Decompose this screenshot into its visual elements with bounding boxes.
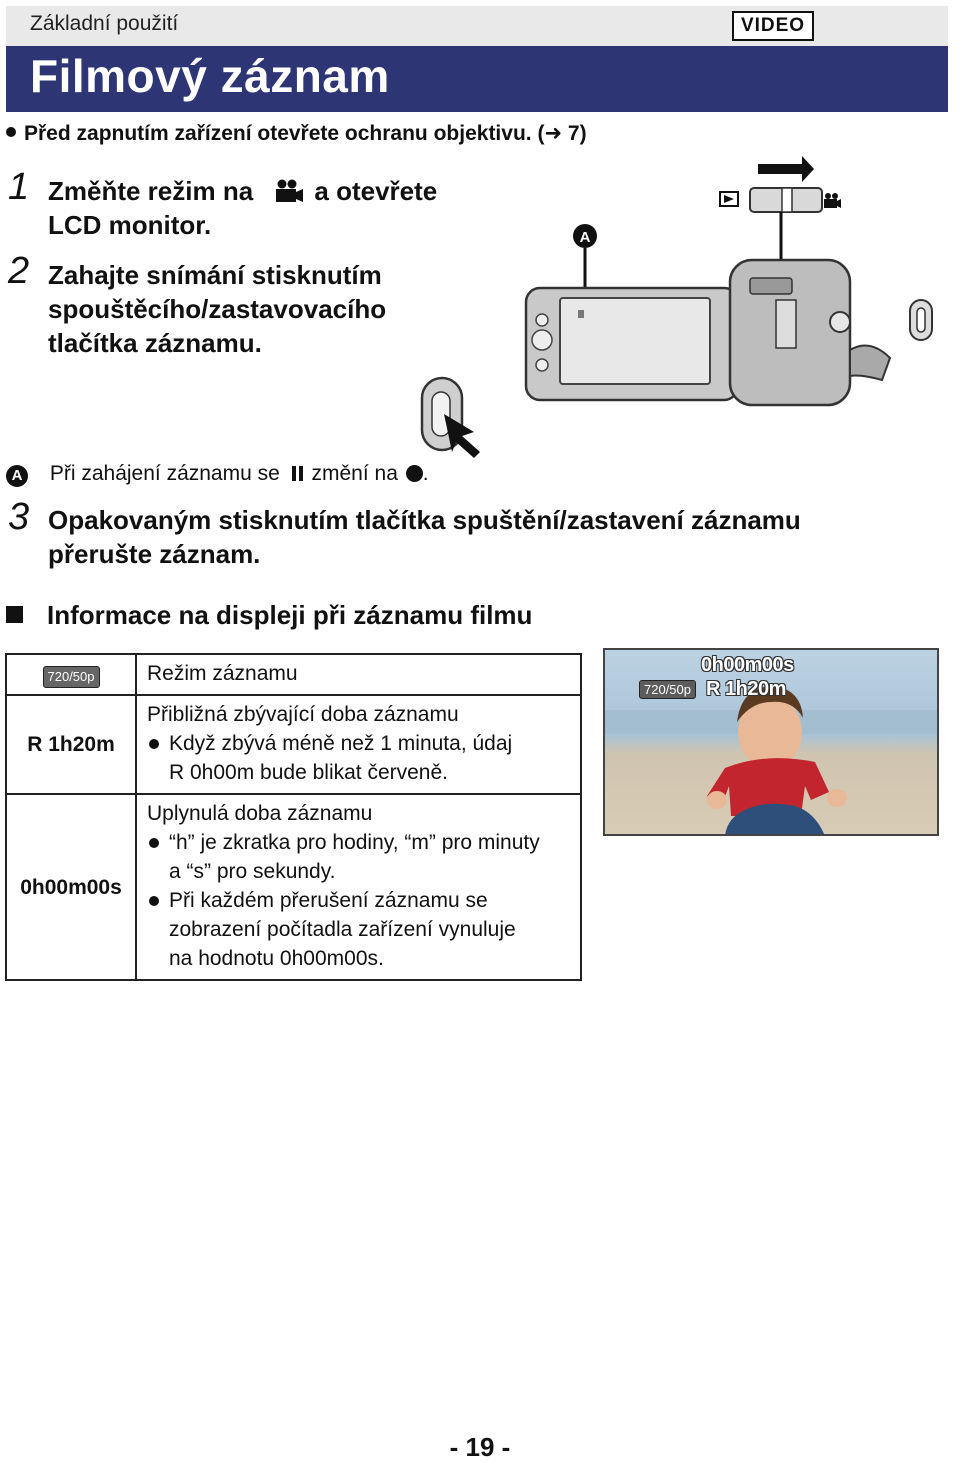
bullet-icon [149,739,159,749]
elapsed-time-overlay: 0h00m00s [701,654,794,676]
arrow-right-icon [758,156,814,182]
info-heading: Informace na displeji při záznamu filmu [6,600,532,631]
camcorder-illustration [410,150,950,460]
step-1-text: Změňte režim na a otevřete LCD monitor. [48,176,438,240]
table-row: 0h00m00s Uplynulá doba záznamu “h” je zkratka pro hodiny, “m” pro minuty a “s” pro sekundy. Při každém přerušení záznamu se zobrazení počítadla zařízení vynuluje na hodnotu 0h00m00s. [6,794,581,980]
record-dot-icon [406,465,423,482]
step-number: 2 [8,250,30,292]
remaining-time-key: R 1h20m [6,695,136,794]
display-info-table [5,653,582,981]
elapsed-time-key: 0h00m00s [6,794,136,980]
table-row: R 1h20m Přibližná zbývající doba záznamu Když zbývá méně než 1 minuta, údaj R 0h00m bude blikat červeně. [6,695,581,794]
bullet-icon [6,127,16,137]
bullet-icon [149,838,159,848]
square-bullet-icon [6,606,23,623]
bullet-icon [149,896,159,906]
prerequisite-note: Před zapnutím zařízení otevřete ochranu objektivu. (➜ 7) [6,121,587,146]
remaining-time-overlay: R 1h20m [706,678,786,700]
table-row: 720/50p Režim záznamu [6,654,581,695]
section-label: Základní použití [30,12,179,35]
recording-mode-badge: 720/50p [43,666,100,688]
step-2-text: Zahajte snímání stisknutím spouštěcího/zastavovacího tlačítka záznamu. [48,260,387,358]
page-reference[interactable]: 7) [567,122,587,145]
video-badge: VIDEO [732,11,814,41]
step-number: 1 [8,166,30,208]
pause-icon [292,462,306,485]
recording-mode-overlay: 720/50p [639,680,696,699]
step-3-text: Opakovaným stisknutím tlačítka spuštění/zastavení záznamu přerušte záznam. [48,505,801,569]
recording-preview-photo [603,648,939,836]
callout-a-icon: A [6,465,28,487]
callout-note: A Při zahájení záznamu se změní na . [6,462,429,487]
step-number: 3 [8,496,30,538]
arrow-right-icon: ➜ [544,122,563,145]
movie-camera-icon [824,193,841,208]
movie-camera-icon [274,179,304,203]
svg-text:A: A [579,229,591,246]
page-title: Filmový záznam [30,50,390,102]
page-number: - 19 - [449,1432,511,1462]
